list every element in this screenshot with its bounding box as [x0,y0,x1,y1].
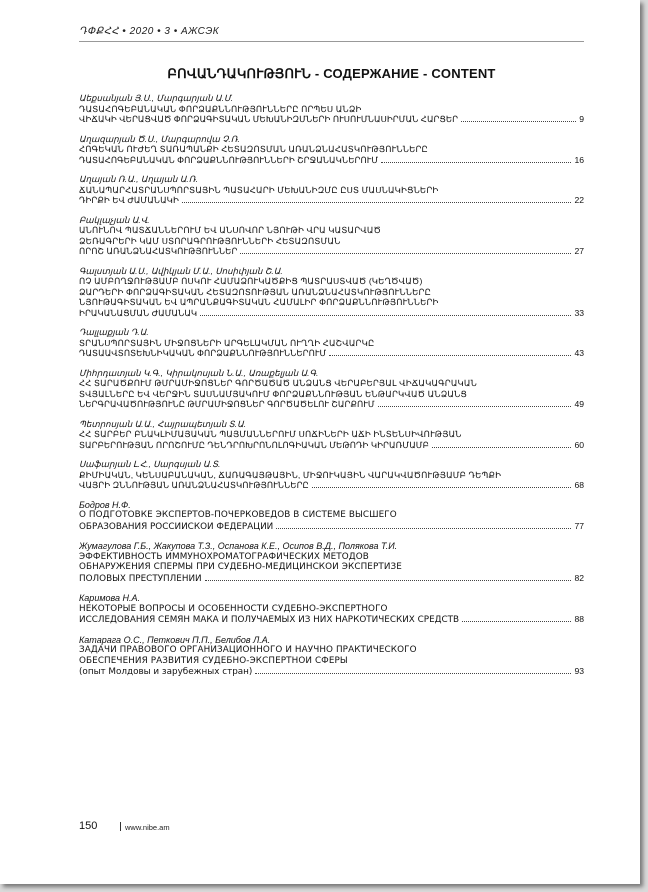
toc-entry-title-line: ИССЛЕДОВАНИЯ СЕМЯН МАКА И ПОЛУЧАЕМЫХ ИЗ НИХ НАРКОТИЧЕСКИХ СРЕДСТВ [79,615,460,625]
toc-entry-page-number[interactable]: 93 [574,666,584,676]
running-head: ԴՓՔՀՀ • 2020 • 3 • АЖСЭК [79,26,220,37]
toc-entry[interactable] [79,459,584,491]
toc-entry-page-number[interactable]: 60 [574,439,584,450]
dot-leader [461,121,576,122]
toc-entry-authors: Սաֆարյան Լ.Հ., Սարգսյան Ա.Տ. [79,459,221,469]
toc-entry-page-number[interactable]: 68 [574,480,584,490]
toc-entry[interactable] [79,174,584,206]
toc-entry-page-number[interactable]: 22 [574,195,584,205]
dot-leader [381,162,571,163]
toc-entry-page-number[interactable]: 82 [574,572,584,583]
toc-entry-title-line: ՃԱՆԱՊԱՐՀԱՏՐԱՆՍՊՈՐՏԱՅԻՆ ՊԱՏԱՀԱՐԻ ՄԵԽԱՆԻԶՄԸ ԸՍՏ ՄԱՍՆԱԿԻՑՆԵՐԻ [79,184,439,195]
dot-leader [312,487,572,488]
toc-entry-last-line [79,614,584,626]
toc-entry-title-line: ՆՅՈՒԹԱԳԻՏԱԿԱՆ ԵՎ ԱՊՐԱՆՔԱԳԻՏԱԿԱՆ ՀԱՄԱԼԻՐ ՓՈՐՁԱՔՆՆՈՒԹՅՈՒՆՆԵՐԻ [79,297,439,307]
dot-leader [329,355,571,356]
toc-entry-authors: Бодров Н.Ф. [79,499,131,510]
toc-entry-authors: Աղազարյան Ծ.Ս., Մարգարովա Չ.Ռ. [79,133,240,144]
toc-entry-last-line [79,246,584,257]
toc-entry-last-line [79,440,584,451]
toc-entry[interactable] [79,93,584,125]
toc-entry-authors: Катарага О.С., Петкович П.П., Белибов Л.А. [79,634,271,645]
toc-entry-title-line: О ПОДГОТОВКЕ ЭКСПЕРТОВ-ПОЧЕРКОВЕДОВ В СИСТЕМЕ ВЫСШЕГО [79,510,397,520]
toc-entry-last-line [79,666,584,678]
toc-entry-title-line: ԱՆՈՒՆՈՎ ՊԱՏՃԱՆՆԵՐՈՒՄ ԵՎ ԱՆՍՈՎՈՐ ՆՅՈՒԹԻ ՎՐԱ ԿԱՏԱՐՎԱԾ [79,225,382,235]
toc-entry-authors: Դալլաքյան Դ.Ա. [79,327,149,337]
toc-entry-title-line: ԴԻՐՔԻ ԵՎ ԺԱՄԱՆԱԿԻ [79,195,179,205]
table-of-contents [79,93,584,687]
toc-entry[interactable] [79,541,584,584]
toc-entry-title-line: ПОЛОВЫХ ПРЕСТУПЛЕНИЙ [79,573,202,584]
toc-entry-authors: Պետրոսյան Ա.Ա., Հայրապետյան Տ.Ա. [79,418,247,429]
toc-entry-last-line [79,348,584,359]
toc-entry-title-line: ОБНАРУЖЕНИЯ СПЕРМЫ ПРИ СУДЕБНО-МЕДИЦИНСКОЙ ЭКСПЕРТИЗЕ [79,562,402,572]
footer-page-number: 150 [79,820,98,832]
toc-entry-title-line: ՈՐՈՇ ԱՌԱՆՁՆԱՀԱՏԿՈՒԹՅՈՒՆՆԵՐ [79,246,238,256]
toc-entry[interactable] [79,419,584,451]
toc-entry-title-line: ԴԱՏԱԱՎՏՈՏԵԽՆԻԿԱԿԱՆ ՓՈՐՁԱՔՆՆՈՒԹՅՈՒՆՆԵՐՈՒՄ [79,348,327,358]
dot-leader [378,406,572,407]
toc-entry-last-line [79,195,584,206]
toc-entry-title-line: ԴԱՏԱՀՈԳԵԲԱՆԱԿԱՆ ՓՈՐՁԱՔՆՆՈՒԹՅՈՒՆՆԵՐԻ ՇՐՋԱՆԱԿՆԵՐՈՒՄ [79,154,379,165]
footer-site-text: www.nibe.am [125,823,170,832]
toc-entry-title-line: (опыт Молдовы и зарубежных стран) [79,667,253,677]
toc-entry-title-line: ՏՐԱՆՍՊՈՐՏԱՅԻՆ ՄԻՋՈՑՆԵՐԻ ԱՐԳԵԼԱԿՄԱՆ ՈՒՂՂԻ ՀԱՇՎԱՐԿԸ [79,337,375,348]
toc-entry-title-line: ՏԱՐԲԵՐՈՒԹՅԱՆ ՈՐՈՇՈՒՄԸ ԴԵՆԴՐՈԽՐՈՆՈԼՈԳԻԱԿԱՆ ՄԵԹՈԴԻ ԿԻՐԱՌՄԱՄԲ [79,439,429,450]
page-title: ԲՈՎԱՆԴԱԿՈՒԹՅՈՒՆ - СОДЕРЖАНИЕ - CONTENT [167,66,496,81]
toc-entry-title-line: ՏՎՅԱԼՆԵՐԸ ԵՎ ՎԵՐՋԻՆ ՏԱՍՆԱՄՅԱԿՈՒՄ ՓՈՐՁԱՔՆՆՈՒԹՅԱՆ ԵՆԹԱՐԿՎԱԾ ԱՆՁԱՆՑ [79,388,467,399]
toc-entry-page-number[interactable]: 43 [574,348,584,358]
toc-entry[interactable] [79,635,584,678]
toc-entry-title-line: ՀՀ ՏԱՐԲԵՐ ԲՆԱԿԼԻՄԱՅԱԿԱՆ ՊԱՅՄԱՆՆԵՐՈՒՄ ՍՈՃԻՆԵՐԻ ԱՃԻ ԻՆՏԵՆՍԻՎՈՒԹՅԱՆ [79,429,462,439]
toc-entry-last-line [79,521,584,533]
toc-entry-title-line: ՎԱՅՐԻ ԶՆՆՈՒԹՅԱՆ ԱՌԱՆՁՆԱՀԱՏԿՈՒԹՅՈՒՆՆԵՐԸ [79,480,309,490]
toc-entry-title-line: ՎԻՃԱԿԻ ՎԵՐԱՑՎԱԾ ՓՈՐՁԱԳԻՏԱԿԱՆ ՄԵԽԱՆԻԶՄՆԵՐԻ ՈՒՍՈՒՄՆԱՍԻՐՄԱՆ ՀԱՐՑԵՐ [79,114,459,124]
toc-entry-title-line: ԻՐԱԿԱՆԱՑՄԱՆ ԺԱՄԱՆԱԿ [79,307,198,318]
toc-entry-title-line: ОБЕСПЕЧЕНИЯ РАЗВИТИЯ СУДЕБНО-ЭКСПЕРТНОЙ СФЕРЫ [79,655,348,666]
toc-entry-page-number[interactable]: 16 [574,154,584,165]
toc-entry-title-line: ЭФФЕКТИВНОСТЬ ИММУНОХРОМАТОГРАФИЧЕСКИХ МЕТОДОВ [79,551,369,562]
toc-entry-title-line: ՈՉ ԱՄԲՈՂՋՈՒԹՅԱՄԲ ՈՍԿՈՒ ՀԱՄԱՁՈՒԿԱԾՔԻՑ ՊԱՏՐԱՍՏՎԱԾ (ԿԵՂԾՎԱԾ) [79,276,423,286]
toc-entry-authors: Աեքսանյան Յ.Ս., Մարգարյան Ա.Մ. [79,93,234,103]
toc-entry-title-line: НЕКОТОРЫЕ ВОПРОСЫ И ОСОБЕННОСТИ СУДЕБНО-ЭКСПЕРТНОГО [79,603,388,614]
dot-leader [182,202,572,203]
toc-entry-page-number[interactable]: 27 [574,246,584,256]
toc-entry-last-line [79,399,584,410]
toc-entry-authors: Բակլաչյան Ա.Վ. [79,214,150,225]
toc-entry-page-number[interactable]: 33 [574,307,584,318]
toc-entry-last-line [79,573,584,585]
dot-leader [240,253,571,254]
toc-entry[interactable] [79,134,584,166]
toc-entry[interactable] [79,500,584,533]
toc-entry-page-number[interactable]: 77 [574,520,584,531]
toc-entry-authors: Աղայան Ռ.Ա., Աղայան Ա.Ռ. [79,174,198,184]
toc-entry-title-line: ՔԻՄԻԱԿԱՆ, ԿԵՆՍԱԲԱՆԱԿԱՆ, ՃԱՌԱԳԱՅԹԱՅԻՆ, ՄԻՋՈՒԿԱՅԻՆ ՎԱՐԱԿՎԱԾՈՒԹՅԱՄԲ ԴԵՊՔԻ [79,469,502,480]
toc-entry-last-line [79,155,584,166]
header-rule [79,41,584,42]
toc-entry-last-line [79,480,584,491]
toc-entry-last-line [79,308,584,319]
dot-leader [276,528,571,529]
toc-entry-authors: Գալստյան Ա.Ս., Ավիկյան Մ.Ա., Սոսիփյան Շ.Ա. [79,265,283,276]
toc-entry-title-line: ՆԵՐԳՐԱՎԱԾՈՒԹՅՈՒՆԸ ԹՄՐԱՄԻՋՈՑՆԵՐ ԳՈՐԾԱԾԵԼՈՒ ՇԱՐՔՈՒՄ [79,399,375,409]
toc-entry-title-line: ՀՀ ՏԱՐԱԾՔՈՒՄ ԹՄՐԱՄԻՋՈՑՆԵՐ ԳՈՐԾԱԾԱԾ ԱՆՁԱՆՑ ՎԵՐԱԲԵՐՅԱԼ ՎԻՃԱԿԱԳՐԱԿԱՆ [79,378,477,388]
toc-entry[interactable] [79,327,584,359]
footer-divider [120,822,121,831]
dot-leader [205,580,572,581]
toc-entry-page-number[interactable]: 49 [574,399,584,409]
toc-entry-page-number[interactable]: 9 [579,114,584,124]
dot-leader [432,447,572,448]
toc-entry-title-line: ԴԱՏԱՀՈԳԵԲԱՆԱԿԱՆ ՓՈՐՁԱՔՆՆՈՒԹՅՈՒՆՆԵՐԸ ՈՐՊԵՍ ԱՆՁԻ [79,103,362,114]
toc-entry[interactable] [79,215,584,257]
toc-entry[interactable] [79,368,584,410]
toc-entry-title-line: ՁԵՌԱԳՐԵՐԻ ԿԱՄ ՍՏՈՐԱԳՐՈՒԹՅՈՒՆՆԵՐԻ ՀԵՏԱԶՈՏՄԱՆ [79,235,341,246]
toc-entry-authors: Միհրդատյան Կ.Գ., Կիրակոսյան Ն.Ա., Առաքելյան Ա.Գ. [79,367,319,378]
toc-entry-authors: Жумагулова Г.Б., Жакупова Т.З., Оспанова К.Е., Осипов В.Д., Полякова Т.И. [79,541,398,551]
toc-entry-title-line: ЗАДАЧИ ПРАВОВОГО ОРГАНИЗАЦИОННОГО И НАУЧНО ПРАКТИЧЕСКОГО [79,645,417,655]
toc-entry[interactable] [79,266,584,319]
toc-entry-title-line: ՀՈԳԵԿԱՆ ՈՒԺԵՂ ՏԱՌԱՊԱՆՔԻ ՀԵՏԱԶՈՏՄԱՆ ԱՌԱՆՁՆԱՀԱՏԿՈՒԹՅՈՒՆՆԵՐԸ [79,144,428,154]
dot-leader [255,673,571,674]
toc-entry-last-line [79,114,584,125]
footer-website [120,822,170,832]
toc-entry-title-line: ՁԱՐԴԵՐԻ ՓՈՐՁԱԳԻՏԱԿԱՆ ՀԵՏԱԶՈՏՈՒԹՅԱՆ ԱՌԱՆՁՆԱՀԱՏԿՈՒԹՅՈՒՆՆԵՐԸ [79,286,431,297]
toc-entry-page-number[interactable]: 88 [574,614,584,624]
dot-leader [462,621,571,622]
dot-leader [200,315,571,316]
toc-entry-title-line: ОБРАЗОВАНИЯ РОССИЙСКОЙ ФЕДЕРАЦИИ [79,521,274,532]
toc-entry[interactable] [79,593,584,626]
toc-entry-authors: Каримова Н.А. [79,593,141,603]
